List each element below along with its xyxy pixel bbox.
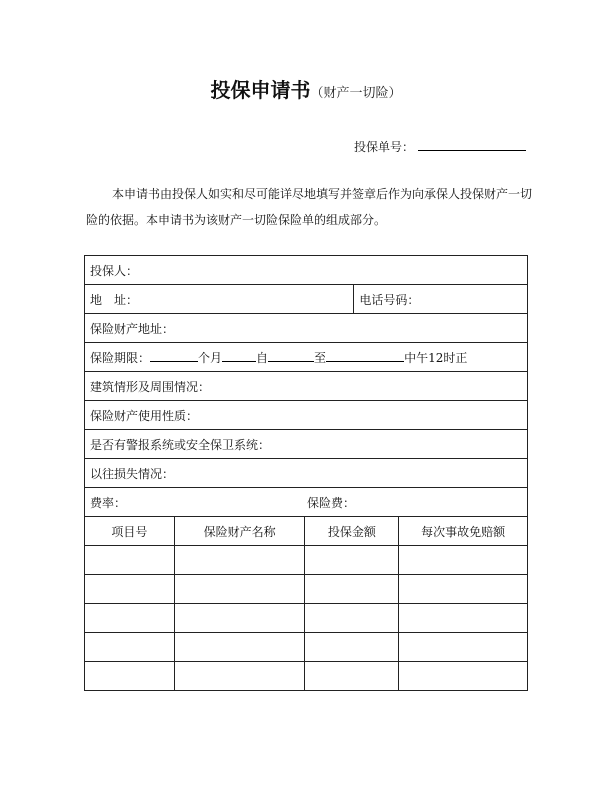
- alarm-label: 是否有警报系统或安全保卫系统：: [90, 438, 271, 452]
- cell-insured-amount[interactable]: [305, 546, 399, 575]
- usage-field[interactable]: [85, 401, 528, 430]
- title-main: 投保申请书: [210, 78, 311, 102]
- title-subtitle: （财产一切险）: [310, 86, 402, 101]
- cell-property-name[interactable]: [174, 575, 305, 604]
- alarm-row: [85, 430, 528, 459]
- cell-deductible[interactable]: [399, 604, 528, 633]
- policy-number-label: 投保单号：: [354, 140, 415, 154]
- header-deductible: 每次事故免赔额: [399, 517, 528, 546]
- cell-property-name[interactable]: [174, 633, 305, 662]
- property-address-field[interactable]: [85, 314, 528, 343]
- rate-premium-field[interactable]: [85, 488, 528, 517]
- period-from-label: 自: [256, 351, 269, 365]
- usage-label: 保险财产使用性质：: [90, 409, 199, 423]
- premium-label: 保险费：: [307, 496, 356, 510]
- cell-insured-amount[interactable]: [305, 575, 399, 604]
- loss-history-label: 以往损失情况：: [90, 467, 175, 481]
- applicant-row: [85, 256, 528, 285]
- cell-item-no[interactable]: [85, 546, 175, 575]
- period-months-suffix: 个月: [198, 351, 223, 365]
- alarm-field[interactable]: [85, 430, 528, 459]
- period-row: [85, 343, 528, 372]
- usage-row: [85, 401, 528, 430]
- period-to-blank[interactable]: [326, 350, 404, 362]
- intro-paragraph: 本申请书由投保人如实和尽可能详尽地填写并签章后作为向承保人投保财产一切险的依据。本申请书为该财产一切险保险单的组成部分。: [86, 187, 533, 227]
- header-property-name: 保险财产名称: [174, 517, 305, 546]
- table-row: [85, 633, 528, 662]
- policy-number: [354, 138, 526, 155]
- items-header-row: [85, 517, 528, 546]
- cell-item-no[interactable]: [85, 604, 175, 633]
- applicant-field[interactable]: [85, 256, 528, 285]
- cell-deductible[interactable]: [399, 546, 528, 575]
- period-end-suffix: 中午12时正: [404, 351, 468, 365]
- period-label: 保险期限：: [90, 351, 151, 365]
- cell-property-name[interactable]: [174, 662, 305, 691]
- cell-insured-amount[interactable]: [305, 662, 399, 691]
- cell-property-name[interactable]: [174, 604, 305, 633]
- address-row: [85, 285, 528, 314]
- loss-history-field[interactable]: [85, 459, 528, 488]
- cell-insured-amount[interactable]: [305, 604, 399, 633]
- cell-deductible[interactable]: [399, 575, 528, 604]
- cell-property-name[interactable]: [174, 546, 305, 575]
- rate-premium-row: [85, 488, 528, 517]
- table-row: [85, 575, 528, 604]
- rate-label: 费率：: [90, 496, 127, 510]
- period-to-label: 至: [314, 351, 327, 365]
- document-title: [0, 74, 612, 103]
- policy-number-field[interactable]: [418, 139, 526, 151]
- building-field[interactable]: [85, 372, 528, 401]
- loss-history-row: [85, 459, 528, 488]
- cell-deductible[interactable]: [399, 662, 528, 691]
- cell-item-no[interactable]: [85, 575, 175, 604]
- building-label: 建筑情形及周围情况：: [90, 380, 211, 394]
- building-row: [85, 372, 528, 401]
- phone-label: 电话号码：: [359, 293, 420, 307]
- cell-item-no[interactable]: [85, 662, 175, 691]
- phone-field[interactable]: [354, 285, 528, 314]
- applicant-label: 投保人：: [90, 264, 139, 278]
- header-item-no: 项目号: [85, 517, 175, 546]
- table-row: [85, 662, 528, 691]
- cell-item-no[interactable]: [85, 633, 175, 662]
- property-address-label: 保险财产地址：: [90, 322, 175, 336]
- cell-deductible[interactable]: [399, 633, 528, 662]
- period-field: [85, 343, 528, 372]
- period-days-blank[interactable]: [222, 350, 256, 362]
- application-form-table: [84, 255, 528, 691]
- address-field[interactable]: [85, 285, 354, 314]
- table-row: [85, 546, 528, 575]
- address-label: 地 址：: [90, 293, 139, 307]
- cell-insured-amount[interactable]: [305, 633, 399, 662]
- period-months-blank[interactable]: [150, 350, 198, 362]
- property-address-row: [85, 314, 528, 343]
- table-row: [85, 604, 528, 633]
- period-from-blank[interactable]: [268, 350, 314, 362]
- header-insured-amount: 投保金额: [305, 517, 399, 546]
